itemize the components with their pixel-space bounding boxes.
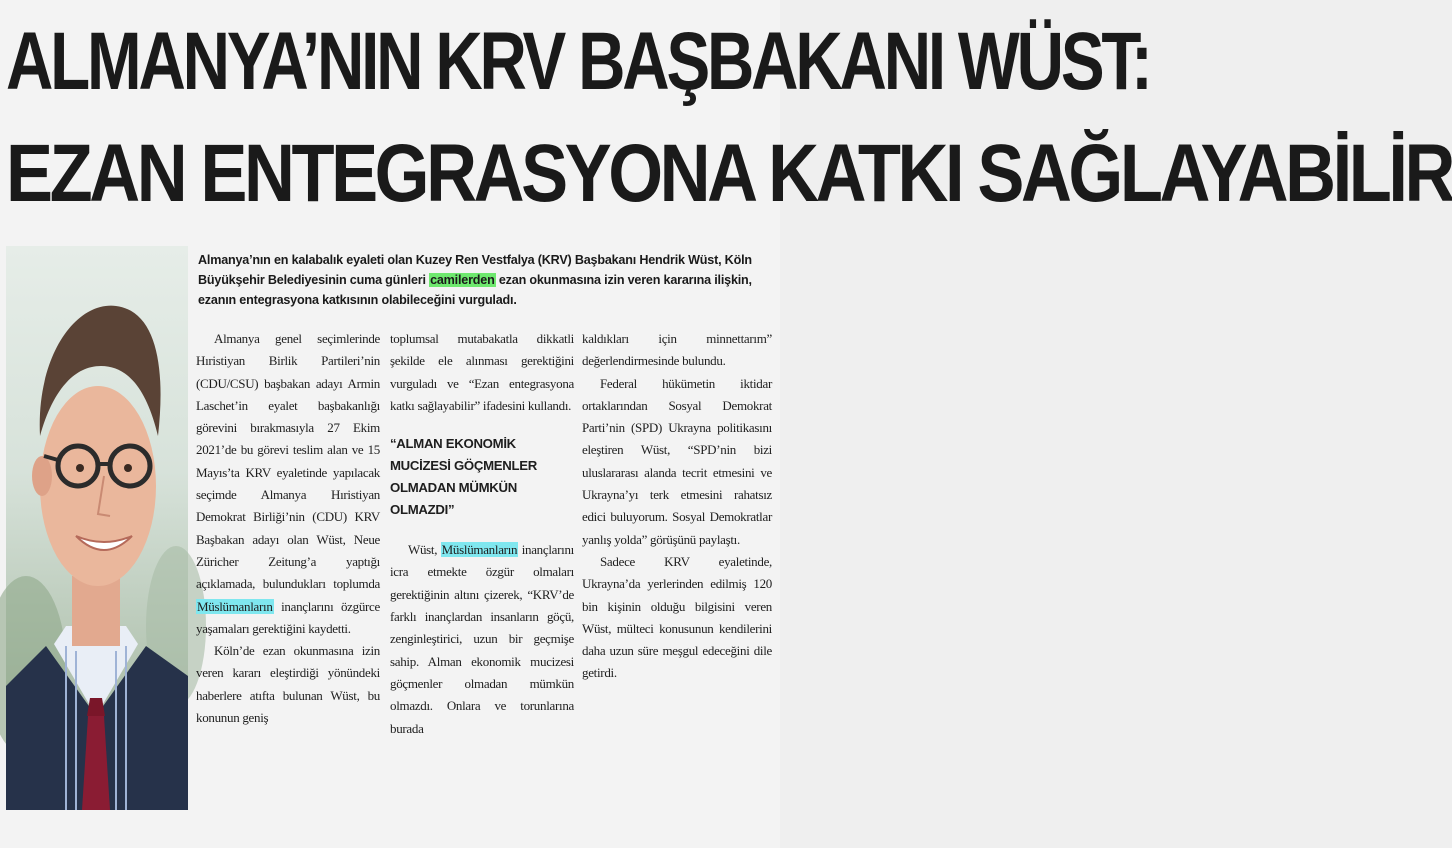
portrait-illustration bbox=[6, 246, 188, 810]
col2-p2-text-a: Wüst, bbox=[408, 542, 441, 558]
col1-p1-text-b: inançlarını özgürce yaşamaları gerektiğini kaydetti. bbox=[196, 598, 380, 636]
col2-p2-text-b: inançlarını icra etmekte özgür olmaları gerektiğinin altını çizerek, “KRV’de farklı inançlardan insanların göçü, zenginleştirici, uzun bir geçmişe sahip. Alman ekonomik mucizesi göçmenler olmadan mümkün olmazdı. Onlara ve torunlarına burada bbox=[390, 542, 574, 736]
col3-paragraph-1: kaldıkları için minnettarım” değerlendirmesinde bulundu. bbox=[582, 331, 772, 369]
highlighted-word-muslumanlarin-2: Müslümanların bbox=[441, 542, 518, 558]
highlighted-word-camilerden: camilerden bbox=[430, 273, 495, 287]
lead-text-2: ezan okunmasına izin veren kararına ilişkin, ezanın entegrasyona katkısının olabileceğini vurguladı. bbox=[198, 273, 752, 307]
col1-paragraph-2: Köln’de ezan okunmasına izin veren kararı eleştirdiği yönündeki haberlere atıfta bulunan Wüst, bu konunun geniş bbox=[196, 643, 380, 726]
portrait-photo bbox=[6, 246, 188, 810]
col2-paragraph-2 bbox=[390, 539, 574, 740]
article-column-3 bbox=[582, 328, 772, 685]
headline-line-1: ALMANYA’NIN KRV BAŞBAKANI WÜST: bbox=[6, 16, 1150, 107]
col2-paragraph-1: toplumsal mutabakatla dikkatli şekilde ele alınması gerektiğini vurguladı ve “Ezan entegrasyona katkı sağlayabilir” ifadesini kullandı. bbox=[390, 331, 574, 413]
col1-p1-text-a: Almanya genel seçimlerinde Hıristiyan Birlik Partileri’nin (CDU/CSU) başbakan adayı Armin Laschet’in eyalet başbakanlığı görevini bırakmasıyla 27 Ekim 2021’de bu görevi teslim alan ve 15 Mayıs’ta KRV eyaletinde yapılacak seçimde Almanya Hıristiyan Demokrat Birliği’nin (CDU) KRV Başbakan adayı olan Wüst, Neue Züricher Zeitung’a yaptığı açıklamada, bulundukları toplumda bbox=[196, 331, 380, 592]
col3-paragraph-2: Federal hükümetin iktidar ortaklarından Sosyal Demokrat Parti’nin (SPD) Ukrayna politikasını eleştiren Wüst, “SPD’nin bizi uluslararası alanda tecrit etmesini ve Ukrayna’yı terk etmesini rahatsız edici buluyorum. Sosyal Demokratlar yanlış yolda” görüşünü paylaştı. bbox=[582, 375, 772, 547]
col1-paragraph-1 bbox=[196, 328, 380, 640]
col3-paragraph-3: Sadece KRV eyaletinde, Ukrayna’da yerlerinden edilmiş 120 bin kişinin olduğu bilgisini veren Wüst, mülteci konusunun kendilerini daha uzun süre meşgul edeceğini dile getirdi. bbox=[582, 553, 772, 681]
lead-text-1: Almanya’nın en kalabalık eyaleti olan Kuzey Ren Vestfalya (KRV) Başbakanı Hendrik Wüst, Köln Büyükşehir Belediyesinin cuma günleri bbox=[198, 253, 752, 287]
subheading: “ALMAN EKONOMİK MUCİZESİ GÖÇMENLER OLMADAN MÜMKÜN OLMAZDI” bbox=[390, 436, 537, 518]
headline-line-2: EZAN ENTEGRASYONA KATKI SAĞLAYABİLİR bbox=[6, 128, 1452, 219]
highlighted-word-muslumanlarin: Müslümanların bbox=[197, 598, 273, 614]
lead-paragraph bbox=[198, 250, 772, 310]
article-column-2 bbox=[390, 328, 574, 740]
article-column-1 bbox=[196, 328, 380, 729]
